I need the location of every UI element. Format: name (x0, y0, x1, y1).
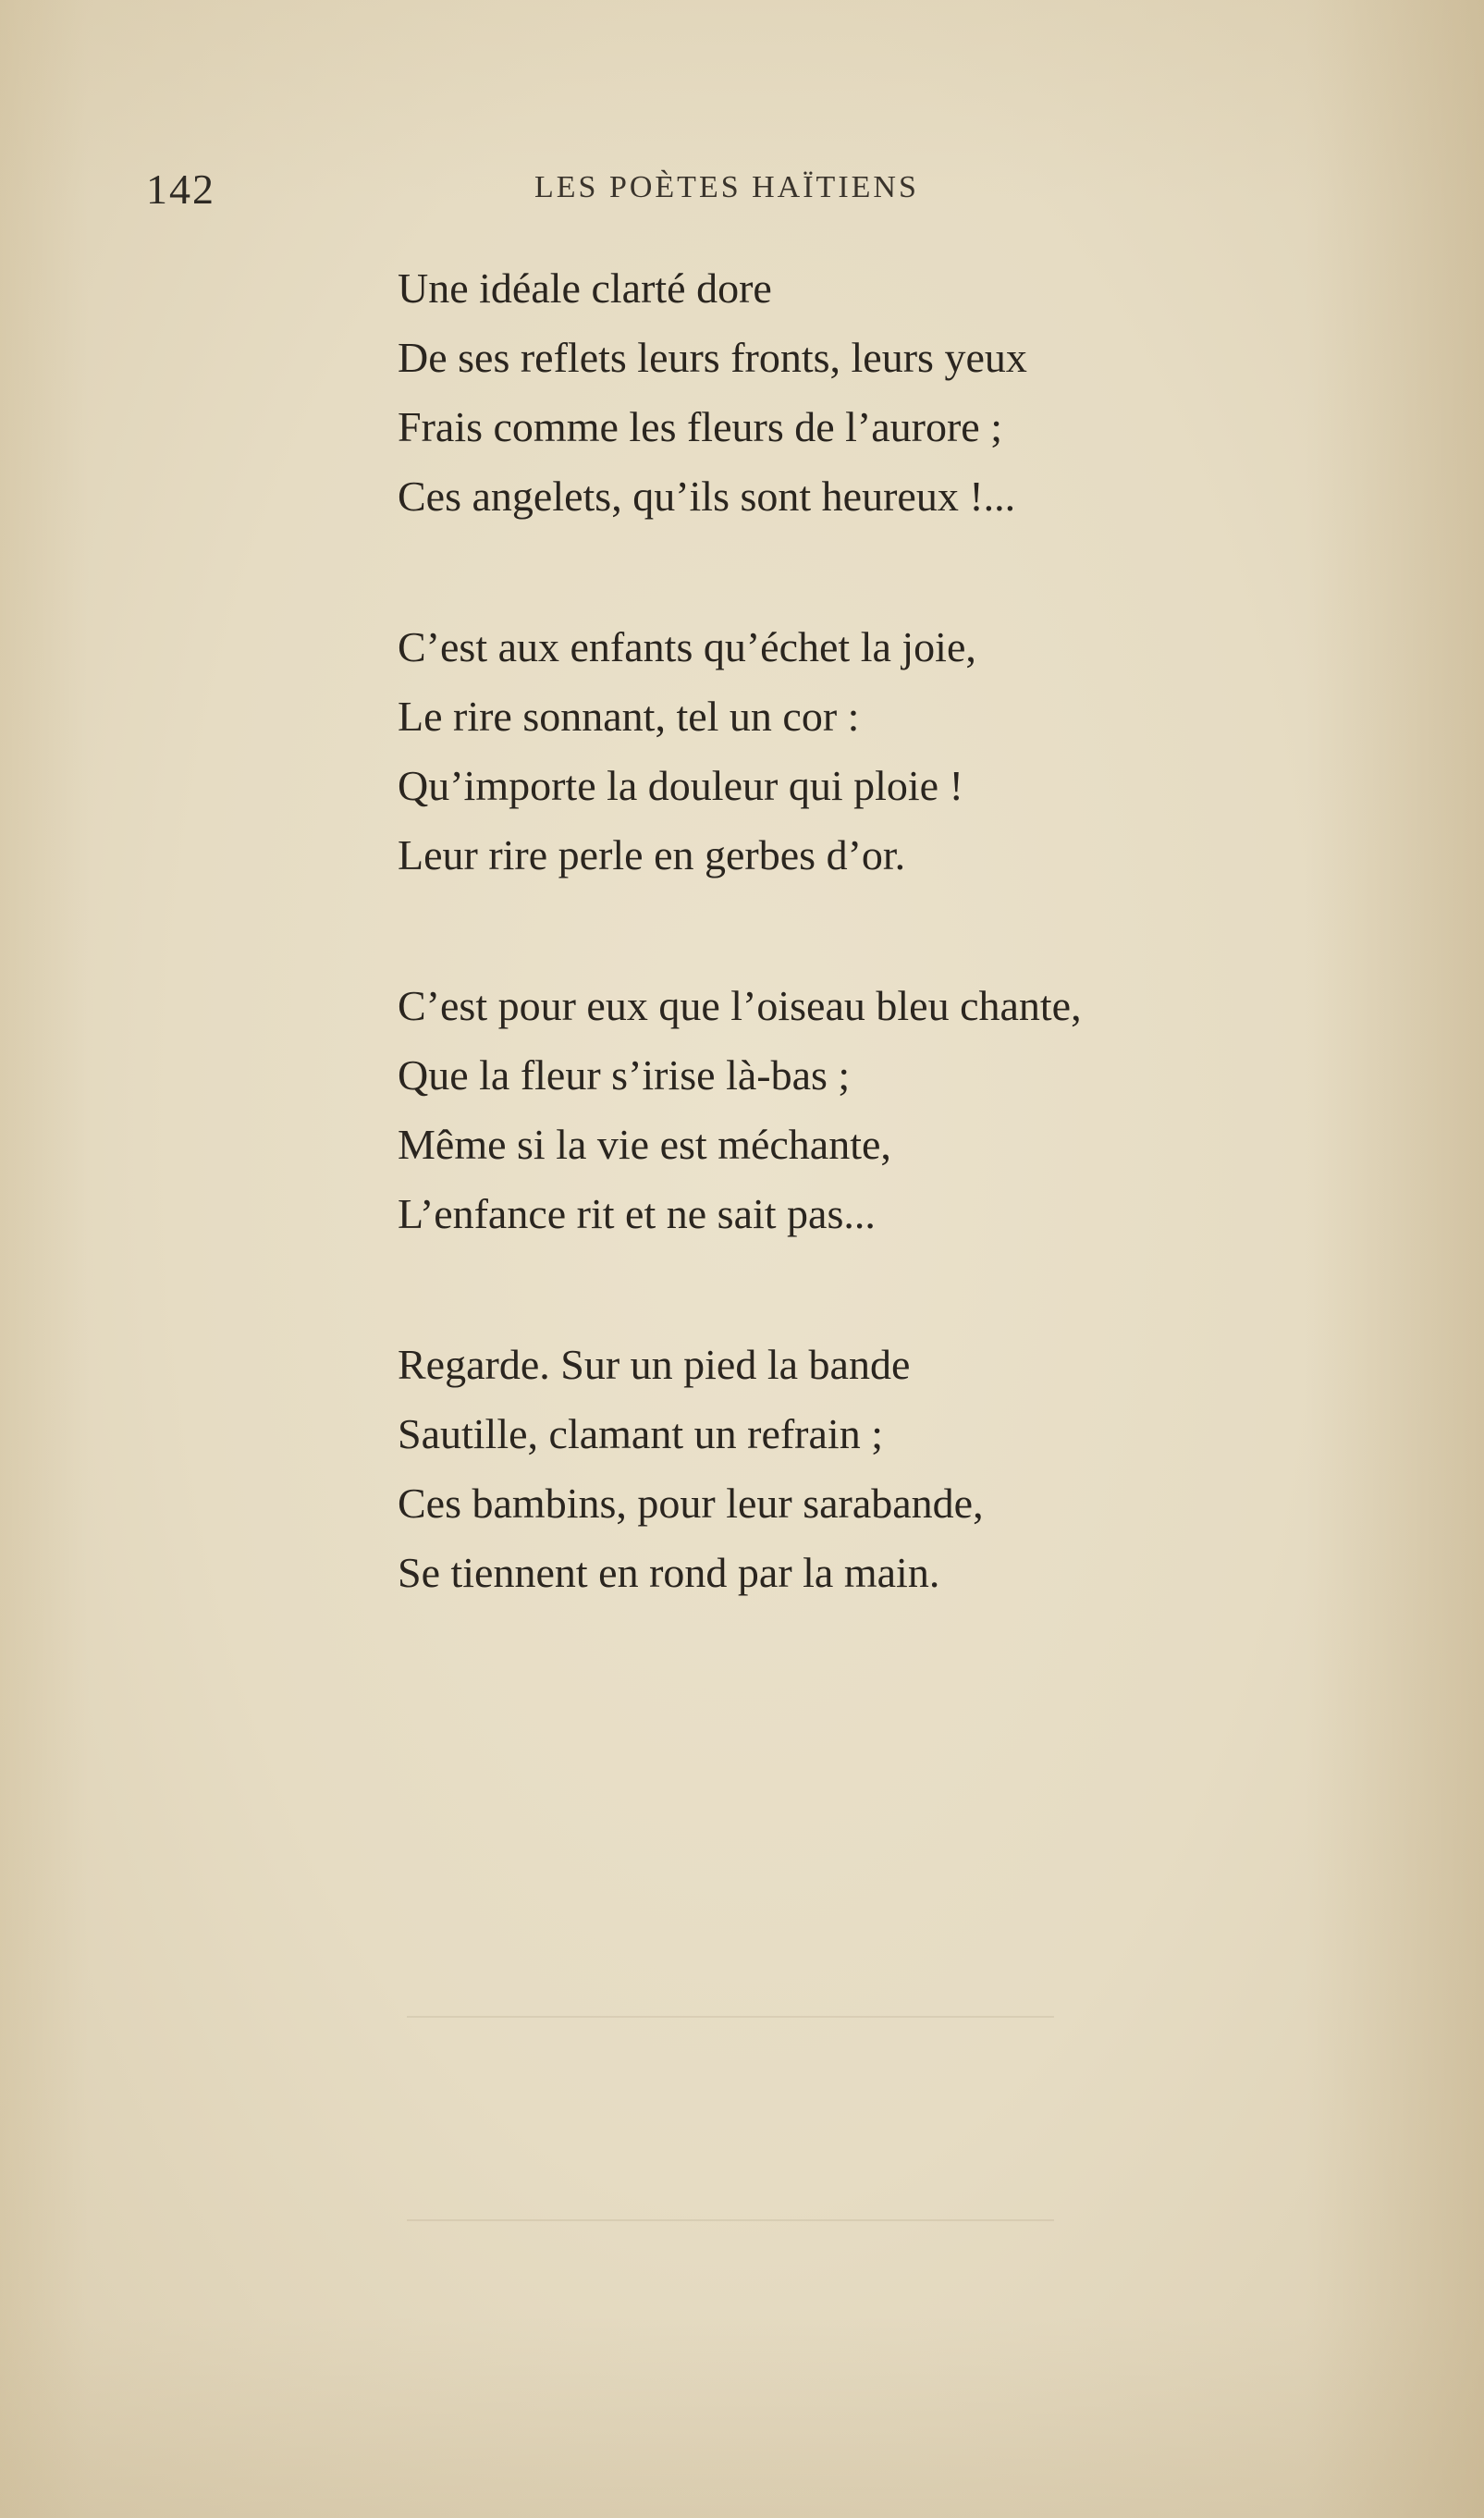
poem-line: Ces angelets, qu’ils sont heureux !... (398, 473, 1016, 520)
poem-line: Frais comme les fleurs de l’aurore ; (398, 403, 1002, 450)
stanza-4 (398, 1330, 1415, 1607)
poem-line: Qu’importe la douleur qui ploie ! (398, 762, 963, 809)
poem-line: L’enfance rit et ne sait pas... (398, 1190, 876, 1237)
paper-crease (407, 2219, 1054, 2221)
running-head: LES POÈTES HAÏTIENS (534, 170, 919, 204)
poem-line: Une idéale clarté dore (398, 264, 772, 312)
paper-crease (407, 2016, 1054, 2018)
stanza-1 (398, 253, 1415, 531)
poem (398, 253, 1415, 1689)
poem-line: Que la fleur s’irise là-bas ; (398, 1051, 851, 1099)
poem-line: Regarde. Sur un pied la bande (398, 1341, 911, 1388)
poem-line: C’est aux enfants qu’échet la joie, (398, 623, 976, 670)
poem-line: De ses reflets leurs fronts, leurs yeux (398, 334, 1027, 381)
poem-line: Ces bambins, pour leur sarabande, (398, 1480, 984, 1527)
poem-line: Sautille, clamant un refrain ; (398, 1410, 883, 1457)
poem-line: Leur rire perle en gerbes d’or. (398, 831, 906, 878)
page-header (0, 165, 1484, 220)
poem-line: Se tiennent en rond par la main. (398, 1549, 940, 1596)
page-number: 142 (146, 166, 215, 213)
stanza-3 (398, 971, 1415, 1248)
poem-line: C’est pour eux que l’oiseau bleu chante, (398, 982, 1082, 1029)
poem-line: Même si la vie est méchante, (398, 1121, 891, 1168)
stanza-2 (398, 612, 1415, 890)
poem-line: Le rire sonnant, tel un cor : (398, 693, 860, 740)
